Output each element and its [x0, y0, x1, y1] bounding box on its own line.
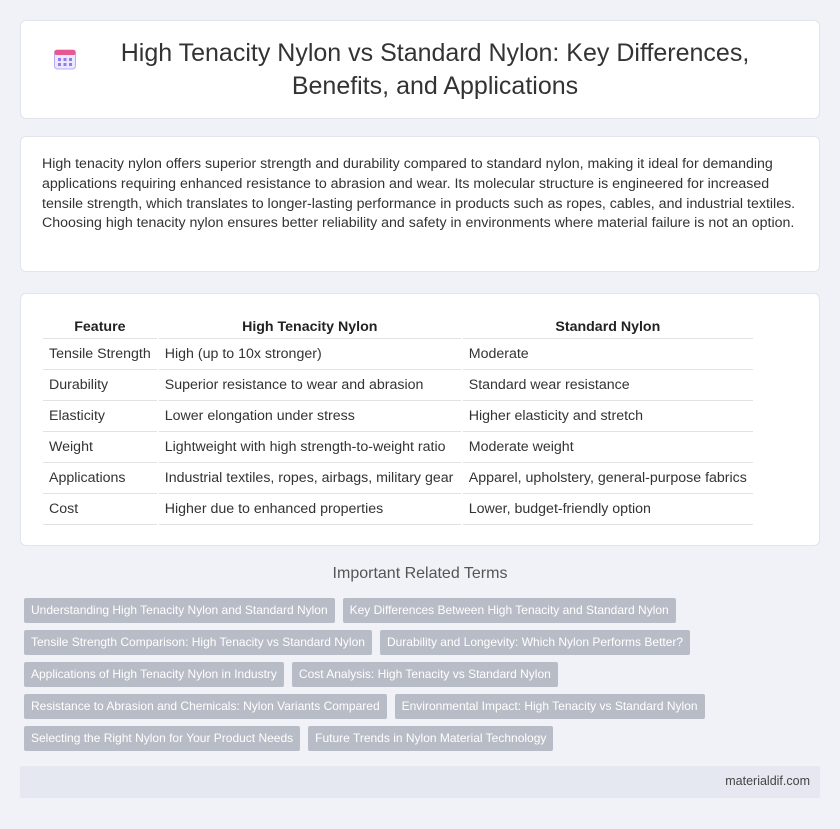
- table-cell: High (up to 10x stronger): [158, 338, 462, 369]
- table-cell: Durability: [43, 369, 158, 400]
- table-header-row: [43, 315, 753, 338]
- table-cell: Lower, budget-friendly option: [462, 493, 753, 524]
- table-cell: Lower elongation under stress: [158, 400, 462, 431]
- related-term-link[interactable]: Cost Analysis: High Tenacity vs Standard Nylon: [292, 662, 558, 687]
- intro-paragraph: High tenacity nylon offers superior strength and durability compared to standard nylon, making it ideal for demanding applications requiring enhanced resistance to abrasion and wear. Its molecular structure is engineered for increased tensile strength, which translates to longer-lasting performance in products such as ropes, cables, and industrial textiles. Choosing high tenacity nylon ensures better reliability and safety in environments where material failure is not an option.: [42, 156, 796, 232]
- related-term-link[interactable]: Selecting the Right Nylon for Your Product Needs: [24, 726, 300, 751]
- column-header-standard: Standard Nylon: [462, 315, 753, 338]
- table-cell: Higher elasticity and stretch: [462, 400, 753, 431]
- table-cell: Apparel, upholstery, general-purpose fabrics: [462, 462, 753, 493]
- related-term-link[interactable]: Tensile Strength Comparison: High Tenacity vs Standard Nylon: [24, 630, 372, 655]
- table-cell: Applications: [43, 462, 158, 493]
- table-cell: Weight: [43, 431, 158, 462]
- related-term-link[interactable]: Future Trends in Nylon Material Technology: [308, 726, 553, 751]
- related-term-link[interactable]: Key Differences Between High Tenacity and Standard Nylon: [343, 598, 676, 623]
- tag-row: [24, 694, 724, 726]
- table-row: [43, 462, 753, 493]
- table-row: [43, 400, 753, 431]
- table-cell: Tensile Strength: [43, 338, 158, 369]
- tag-row: [24, 630, 724, 662]
- column-header-high-tenacity: High Tenacity Nylon: [158, 315, 462, 338]
- related-term-link[interactable]: Environmental Impact: High Tenacity vs Standard Nylon: [395, 694, 705, 719]
- table-cell: Standard wear resistance: [462, 369, 753, 400]
- related-term-link[interactable]: Resistance to Abrasion and Chemicals: Nylon Variants Compared: [24, 694, 387, 719]
- header-card: [20, 20, 820, 119]
- tag-row: [24, 598, 724, 630]
- table-row: [43, 431, 753, 462]
- table-cell: Higher due to enhanced properties: [158, 493, 462, 524]
- footer: [20, 766, 820, 798]
- table-row: [43, 338, 753, 369]
- intro-card: [20, 136, 820, 272]
- table-cell: Lightweight with high strength-to-weight ratio: [158, 431, 462, 462]
- table-row: [43, 493, 753, 524]
- related-term-link[interactable]: Applications of High Tenacity Nylon in Industry: [24, 662, 284, 687]
- site-name[interactable]: materialdif.com: [725, 774, 810, 788]
- tag-row: [24, 662, 724, 694]
- related-terms-heading: Important Related Terms: [332, 565, 508, 582]
- column-header-feature: Feature: [43, 315, 158, 338]
- table-cell: Superior resistance to wear and abrasion: [158, 369, 462, 400]
- table-cell: Moderate: [462, 338, 753, 369]
- table-cell: Moderate weight: [462, 431, 753, 462]
- table-row: [43, 369, 753, 400]
- table-cell: Cost: [43, 493, 158, 524]
- related-terms-list: [24, 598, 724, 758]
- related-term-link[interactable]: Durability and Longevity: Which Nylon Performs Better?: [380, 630, 690, 655]
- related-term-link[interactable]: Understanding High Tenacity Nylon and Standard Nylon: [24, 598, 335, 623]
- table-cell: Elasticity: [43, 400, 158, 431]
- comparison-table: [43, 315, 753, 525]
- page-title: High Tenacity Nylon vs Standard Nylon: Key Differences, Benefits, and Applications: [120, 38, 750, 100]
- comparison-table-card: [20, 293, 820, 546]
- tag-row: [24, 726, 724, 758]
- table-cell: Industrial textiles, ropes, airbags, military gear: [158, 462, 462, 493]
